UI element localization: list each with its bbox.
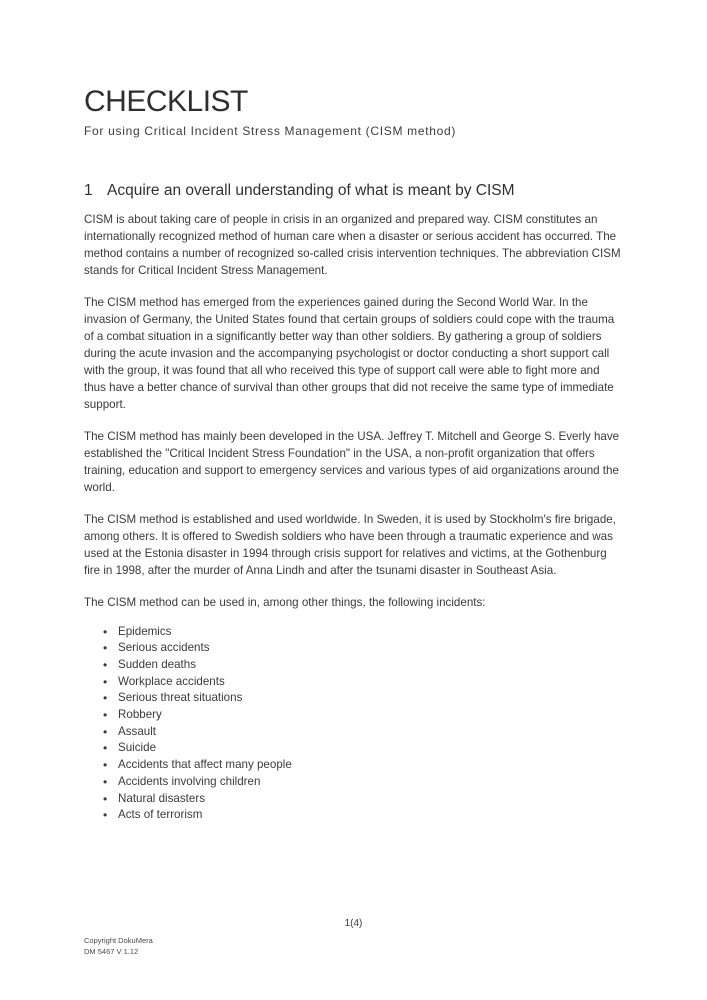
list-item: • Natural disasters	[103, 791, 621, 808]
list-item: • Assault	[103, 724, 621, 741]
document-title: CHECKLIST	[84, 85, 248, 118]
footer	[84, 936, 153, 957]
list-item: • Workplace accidents	[103, 674, 621, 691]
list-item: • Epidemics	[103, 624, 621, 641]
list-item: • Robbery	[103, 707, 621, 724]
incident-bullet-list	[103, 624, 621, 824]
paragraph: The CISM method has mainly been developed in the USA. Jeffrey T. Mitchell and George S. Everly have established the "Critical Incident Stress Foundation" in the USA, a non-profit organization that offers training, education and support to emergency services and various types of aid organizations around the world.	[84, 429, 620, 494]
copyright-line: Copyright DokuMera	[84, 936, 153, 945]
paragraph: The CISM method can be used in, among other things, the following incidents:	[84, 595, 486, 609]
list-item: • Acts of terrorism	[103, 807, 621, 824]
paragraph: The CISM method has emerged from the experiences gained during the Second World War. In the invasion of Germany, the United States found that certain groups of soldiers could cope with the trauma of a combat situation in a significantly better way than other soldiers. By gathering a group of soldiers during the acute invasion and the accompanying psychologist or doctor conducting a short support call with the group, it was found that all who received this type of support call were able to fight more and thus have a better chance of survival than other groups that did not receive the same type of immediate support.	[84, 295, 615, 411]
paragraph: CISM is about taking care of people in crisis in an organized and prepared way. CISM constitutes an internationally recognized method of human care when a disaster or serious accident has occurred. The method contains a number of recognized so-called crisis intervention techniques. The abbreviation CISM stands for Critical Incident Stress Management.	[84, 212, 621, 277]
doc-id: DM 5467 V 1.12	[84, 946, 139, 956]
list-item: • Serious threat situations	[103, 690, 621, 707]
paragraph: The CISM method is established and used worldwide. In Sweden, it is used by Stockholm's fire brigade, among others. It is offered to Swedish soldiers who have been through a traumatic experience and was used at the Estonia disaster in 1994 through crisis support for relatives and victims, at the Gothenburg fire in 1998, after the murder of Anna Lindh and after the tsunami disaster in Southeast Asia.	[84, 512, 616, 577]
page-number: 1(4)	[344, 918, 363, 929]
body-text	[84, 211, 621, 611]
document-subtitle: For using Critical Incident Stress Management (CISM method)	[84, 123, 457, 138]
list-item: • Accidents involving children	[103, 774, 621, 791]
list-item: • Accidents that affect many people	[103, 757, 621, 774]
document-content	[0, 86, 707, 824]
list-item: • Serious accidents	[103, 640, 621, 657]
list-item: • Sudden deaths	[103, 657, 621, 674]
section-number: 1	[84, 181, 93, 199]
list-item: • Suicide	[103, 740, 621, 757]
section-heading	[84, 181, 621, 201]
section-heading-text: Acquire an overall understanding of what is meant by CISM	[107, 181, 515, 199]
